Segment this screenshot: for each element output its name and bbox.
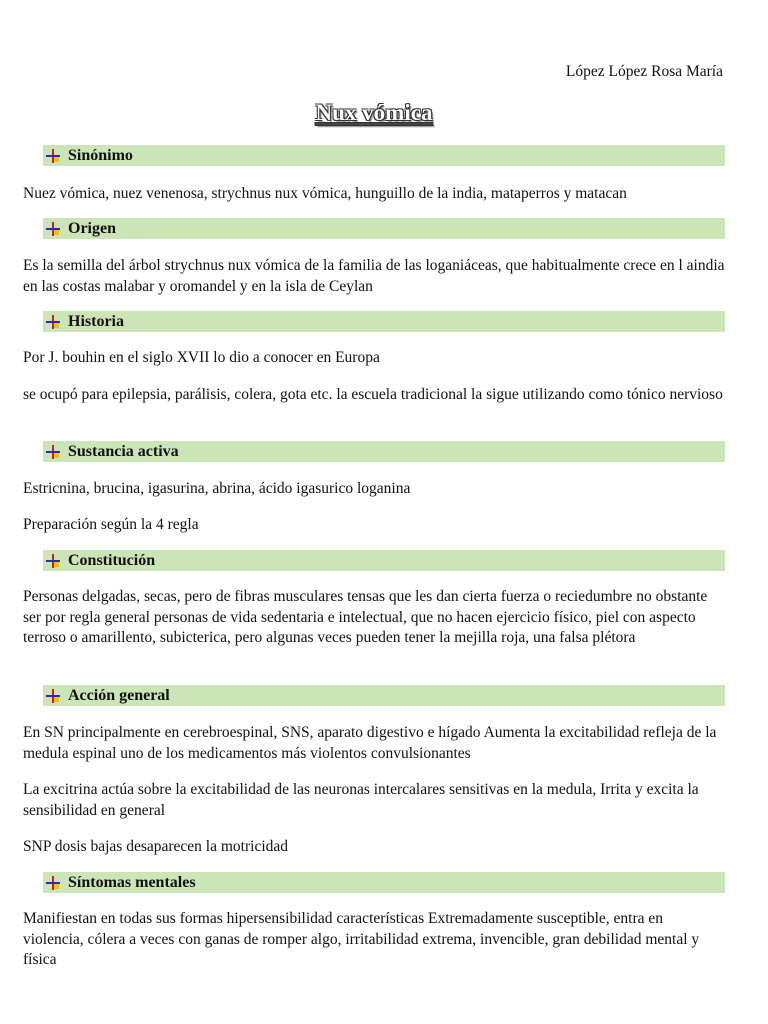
section-heading: Síntomas mentales bbox=[68, 873, 196, 891]
paragraph: Por J. bouhin en el siglo XVII lo dio a conocer en Europa bbox=[23, 349, 380, 366]
paragraph: La excitrina actúa sobre la excitabilidad de las neuronas intercalares sensitivas en la medula, Irrita y excita la sensibilidad en general bbox=[23, 781, 699, 819]
section-heading: Origen bbox=[68, 219, 116, 237]
document-title: Nux vómica bbox=[315, 100, 433, 125]
section-header-constitucion bbox=[43, 550, 725, 571]
author-name: López López Rosa María bbox=[565, 63, 723, 80]
paragraph: En SN principalmente en cerebroespinal, SNS, aparato digestivo e hígado Aumenta la excitabilidad refleja de la medula espinal uno de los medicamentos más violentos convulsionantes bbox=[23, 724, 717, 762]
colored-cross-bullet-icon bbox=[45, 444, 61, 460]
section-heading: Historia bbox=[68, 312, 124, 330]
section-header-origen bbox=[43, 218, 725, 239]
colored-cross-bullet-icon bbox=[45, 688, 61, 704]
section-header-sustancia-activa bbox=[43, 441, 725, 462]
colored-cross-bullet-icon bbox=[45, 875, 61, 891]
colored-cross-bullet-icon bbox=[45, 314, 61, 330]
paragraph: Preparación según la 4 regla bbox=[23, 516, 199, 533]
colored-cross-bullet-icon bbox=[45, 553, 61, 569]
paragraph: Nuez vómica, nuez venenosa, strychnus nux vómica, hunguillo de la india, mataperros y matacan bbox=[23, 185, 627, 202]
paragraph: SNP dosis bajas desaparecen la motricidad bbox=[23, 838, 289, 855]
colored-cross-bullet-icon bbox=[45, 148, 61, 164]
section-heading: Sustancia activa bbox=[68, 442, 179, 460]
section-header-sinonimo bbox=[43, 145, 725, 166]
section-header-historia bbox=[43, 311, 725, 332]
section-header-sintomas-mentales bbox=[43, 872, 725, 893]
paragraph: se ocupó para epilepsia, parálisis, colera, gota etc. la escuela tradicional la sigue utilizando como tónico nervioso bbox=[23, 386, 723, 403]
section-heading: Acción general bbox=[68, 686, 170, 704]
section-heading: Sinónimo bbox=[68, 146, 133, 164]
section-header-accion-general bbox=[43, 685, 725, 706]
paragraph: Es la semilla del árbol strychnus nux vómica de la familia de las loganiáceas, que habitualmente crece en l aindia en las costas malabar y oromandel y en la isla de Ceylan bbox=[23, 257, 725, 295]
paragraph: Personas delgadas, secas, pero de fibras musculares tensas que les dan cierta fuerza o reciedumbre no obstante ser por regla general personas de vida sedentaria e intelectual, que no hacen ejercicio físico, piel con aspecto terroso o amarillento, subicterica, pero algunas veces pueden tener la mejilla roja, una falsa plétora bbox=[23, 588, 708, 646]
colored-cross-bullet-icon bbox=[45, 221, 61, 237]
paragraph: Manifiestan en todas sus formas hipersensibilidad características Extremadamente susceptible, entra en violencia, cólera a veces con ganas de romper algo, irritabilidad extrema, invencible, gran debilidad mental y física bbox=[23, 910, 700, 968]
paragraph: Estricnina, brucina, igasurina, abrina, ácido igasurico loganina bbox=[23, 480, 411, 497]
section-heading: Constitución bbox=[68, 551, 156, 569]
